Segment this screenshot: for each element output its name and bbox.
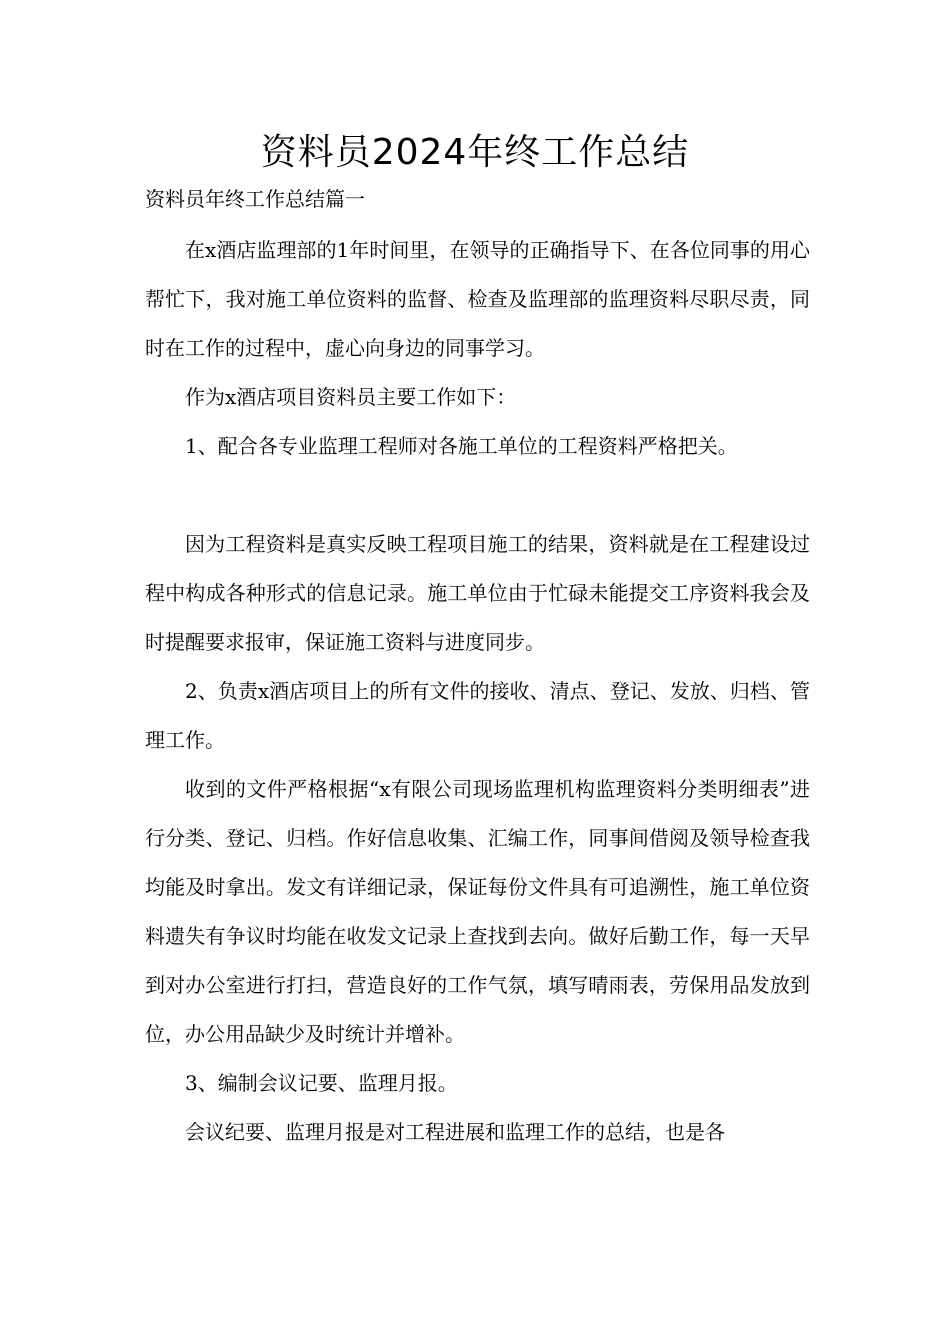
list-item-heading: 3、编制会议记要、监理月报。 <box>185 1071 458 1095</box>
list-item-heading: 1、配合各专业监理工程师对各施工单位的工程资料严格把关。 <box>185 434 738 458</box>
body-paragraph: 因为工程资料是真实反映工程项目施工的结果，资料就是在工程建设过程中构成各种形式的信息记录。施工单位由于忙碌未能提交工序资料我会及时提醒要求报审，保证施工资料与进度同步。 <box>145 532 810 654</box>
document-title: 资料员2024年终工作总结 <box>260 132 690 173</box>
list-item-heading: 2、负责x酒店项目上的所有文件的接收、清点、登记、发放、归档、管理工作。 <box>145 679 810 752</box>
body-paragraph: 收到的文件严格根据“x有限公司现场监理机构监理资料分类明细表”进行分类、登记、归档。作好信息收集、汇编工作，同事间借阅及领导检查我均能及时拿出。发文有详细记录，保证每份文件具有可追溯性，施工单位资料遗失有争议时均能在收发文记录上查找到去向。做好后勤工作，每一天早到对办公室进行打扫，营造良好的工作气氛，填写晴雨表，劳保用品发放到位，办公用品缺少及时统计并增补。 <box>145 777 810 1046</box>
section-subtitle: 资料员年终工作总结篇一 <box>145 187 365 211</box>
body-paragraph: 在x酒店监理部的1年时间里，在领导的正确指导下、在各位同事的用心帮忙下，我对施工单位资料的监督、检查及监理部的监理资料尽职尽责，同时在工作的过程中，虚心向身边的同事学习。 <box>145 238 810 360</box>
blank-line <box>145 471 810 520</box>
body-paragraph: 会议纪要、监理月报是对工程进展和监理工作的总结，也是各 <box>185 1120 725 1144</box>
body-paragraph: 作为x酒店项目资料员主要工作如下： <box>185 385 517 409</box>
document-body <box>145 226 810 1157</box>
